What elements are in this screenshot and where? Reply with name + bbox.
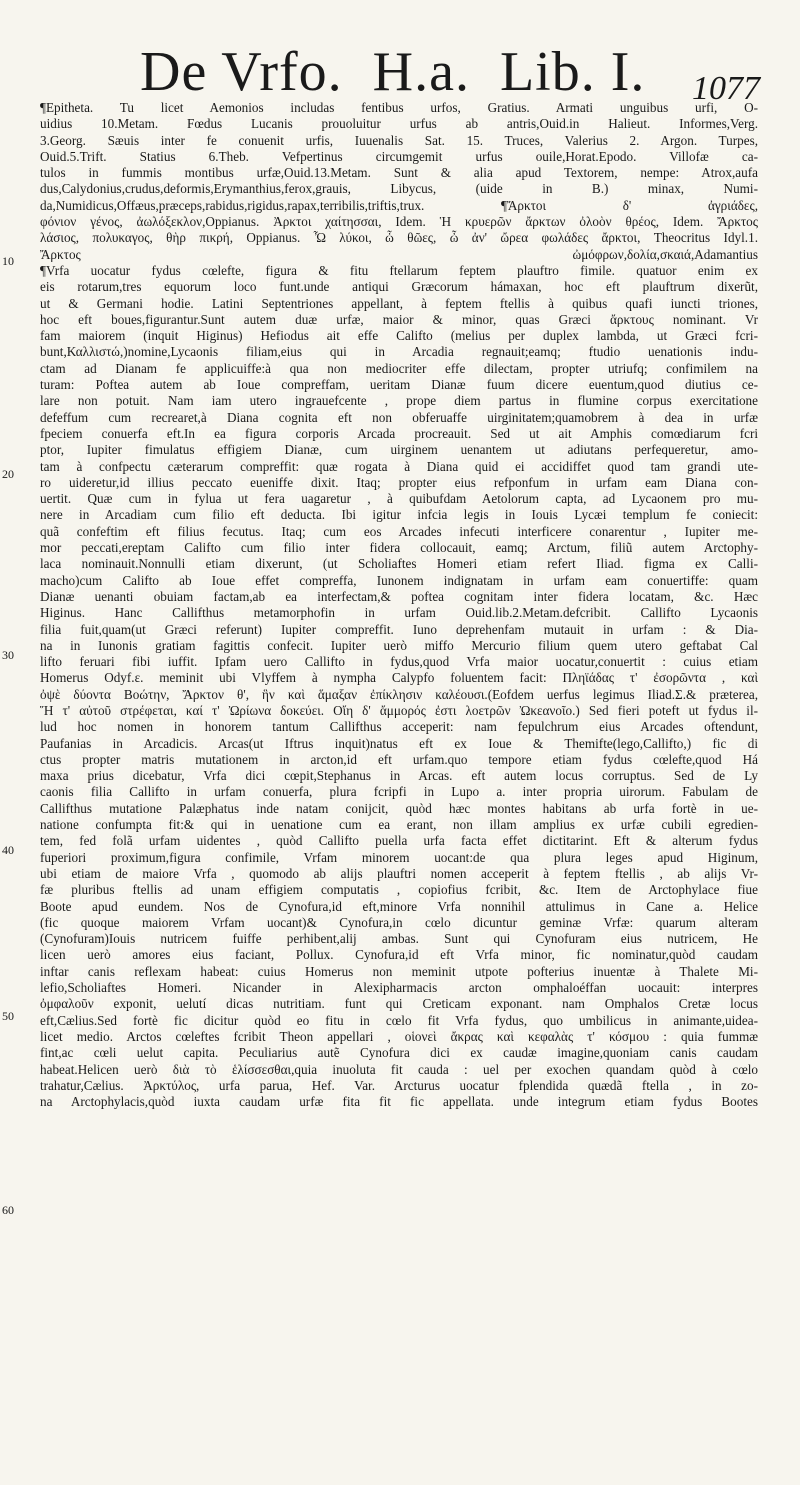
text-line: ctus propter matris mutationem in arcton,id eft urfam.quo tempore etiam fydus cœlefte,quod Há — [40, 751, 758, 767]
text-line: na Arctophylacis,quòd iuxta caudam urfæ fita fit fic appellata. unde integrum etiam fydus Bootes — [40, 1094, 758, 1110]
text-line: lifto feruari fibi iuffit. Ipfam uero Callifto in fydus,quod Vrfa maior uocatur,conuertit : cuius etiam — [40, 654, 758, 670]
running-head — [140, 40, 645, 104]
line-number: 40 — [2, 843, 14, 857]
text-line: (fic quoque maiorem Vrfam uocant)& Cynofura,in cœlo dicuntur geminæ Vrfæ: quarum alteram — [40, 914, 758, 930]
text-line: fæ pluribus ftellis ad unam effigiem computatis , copiofius fcribit, &c. Item de Arctophylace fiue — [40, 882, 758, 898]
body-text — [40, 100, 758, 1110]
text-line: ὀμφαλοῦν exponit, uelutí dicas nutritiam. funt qui Creticam exponant. nam Omphalos Cretæ locus — [40, 996, 758, 1012]
text-line: tem, fed folã urfam uidentes , quòd Callifto puella urfa facta effet dictitarint. Eft & alterum fydus — [40, 833, 758, 849]
text-line: caonis filia Callifto in urfam conuerfa, plura fcripfi in Lupo a. inter propria uirorum. Fabulam de — [40, 784, 758, 800]
text-line: nere in Arcadiam cum filio eft deducta. Ibi igitur infcia legis in Iouis Lycæi templum fe coniecit: — [40, 507, 758, 523]
text-line: natione confumpta fit:& qui in uenatione cum ea erant, non illam amplius ex urfæ cubili egredien- — [40, 817, 758, 833]
text-line: eft,Cælius.Sed fortè fic dicitur quòd eo fitu in cœlo fit Vrfa fydus, quo umbilicus in animante,uidea- — [40, 1012, 758, 1028]
text-line: bunt,Καλλιστώ,)nomine,Lycaonis filiam,eius qui in Arcadia regnauit;eamq; ftudio uenationis indu- — [40, 344, 758, 360]
text-line: habeat.Helicen uerò διὰ τὸ ἑλίσσεσθαι,quia inuoluta fit cauda : uel per exochen quandam quòd à cœlo — [40, 1061, 758, 1077]
text-line: Callifthus mutatione Palæphatus inde natam conijcit, quòd hæc montes habitans ab urfa fortè in ue- — [40, 800, 758, 816]
text-line: Dianæ uenanti obuiam factam,ab ea interfectam,& poftea cognitam inter fidera locatam, &c. Hæc — [40, 588, 758, 604]
text-line: λάσιος, πολυκαγος, θὴρ πικρή, Oppianus. Ὦ λύκοι, ὦ θῶες, ὦ ἀν' ὤρεα φωλάδες ἄρκτοι, Theocritus Idyl.1. — [40, 230, 758, 246]
text-line: ¶Vrfa uocatur fydus cœlefte, figura & fitu ftellarum feptem plauftro fimile. quatuor enim ex — [40, 262, 758, 278]
text-line: inftar canis reflexam habeat: cuius Homerus non meminit utpote pofterius inuentæ à Thalete Mi- — [40, 963, 758, 979]
text-line: tulos in fummis montibus urfæ,Ouid.13.Metam. Sunt & alia apud Textorem, nempe: Atrox,aufa — [40, 165, 758, 181]
text-line: da,Numidicus,Offæus,præceps,rabidus,rigidus,rapax,terribilis,triftis,trux. ¶Ἄρκτοι δ' ἀγριάδες, — [40, 197, 758, 213]
text-line: Homerus Odyf.ε. meminit ubi Vlyffem à nympha Calypfo foluentem facit: Πληϊάδας τ' ἐσορῶντα , καὶ — [40, 670, 758, 686]
text-line: lud hoc nomen in honorem tantum Callifthus acceperit: nam fepulchrum eius Arcades oftendunt, — [40, 719, 758, 735]
line-number: 50 — [2, 1009, 14, 1023]
text-line: laca nominauit.Nonnulli etiam dixerunt, (ut Scholiaftes Homeri etiam refert Iliad. figma ex Calli- — [40, 556, 758, 572]
text-line: eis rotarum,tres equorum loco funt.unde antiqui Græcorum hámaxan, hoc eft plauftrum dixerũt, — [40, 279, 758, 295]
text-line: Ἥ τ' αὐτοῦ στρέφεται, καί τ' Ὠρίωνα δοκεύει. Οἴη δ' ἄμμορός ἐστι λοετρῶν Ὠκεανοῖο.) Sed fieri poteft ut fydus il- — [40, 702, 758, 718]
text-line: ctam ad Dianam fe applicuiffe:à qua non mediocriter effe dilectam, propter utriufq; confimilem na — [40, 360, 758, 376]
text-line: lare non potuit. Nam iam utero ingrauefcente , prope diem partus in flumine corpus exercitatione — [40, 393, 758, 409]
text-line: fam maiorem (inquit Higinus) Hefiodus ait effe Califto (melius per duplex lambda, ut Græci fcri- — [40, 328, 758, 344]
text-line: mor peccati,ereptam Califto cum filio inter fidera collocauit, eamq; Arctum, filiũ autem Arctophy- — [40, 540, 758, 556]
text-line: Higinus. Hanc Callifthus metamorphofin in urfam Ouid.lib.2.Metam.defcribit. Callifto Lycaonis — [40, 605, 758, 621]
text-line: Boote apud eundem. Nos de Cynofura,id eft,minore Vrfa nonnihil attulimus in Cane a. Helice — [40, 898, 758, 914]
text-line: Ἄρκτος ὠμόφρων,δολία,σκαιά,Adamantius — [40, 246, 758, 262]
text-line: uertit. Quæ cum in fylua ut fera uagaretur , à quibufdam Aetolorum capta, ad Lycaonem pro mu- — [40, 491, 758, 507]
text-line: ptor, Iupiter fimulatus effigiem Dianæ, cum uirginem uenantem ut adiutans perfequeretur, amo- — [40, 442, 758, 458]
text-line: ut & Germani hodie. Latini Septentriones appellant, à feptem ftellis à quibus quafi iuncti triones, — [40, 295, 758, 311]
running-head-book: Lib. I. — [499, 41, 646, 103]
line-number: 60 — [2, 1203, 14, 1217]
text-line: ¶Epitheta. Tu licet Aemonios includas fentibus urfos, Gratius. Armati unguibus urfi, O- — [40, 100, 758, 115]
text-line: turam: Poftea autem ab Ioue compreffam, ueritam Dianæ fuum dicere euentum,quod diutius ce- — [40, 377, 758, 393]
text-line: macho)cum Califto ab Ioue effet compreffa, Iunonem indignatam in urfam eam conuertiffe: quam — [40, 572, 758, 588]
text-line: hoc eft boues,figurantur.Sunt autem duæ urfæ, maior & minor, quas Græci ἄρκτους nominant. Vr — [40, 311, 758, 327]
line-number: 10 — [2, 254, 14, 268]
text-line: fint,ac cœli uelut capita. Peculiarius autẽ Cynofura dici ex caudæ imagine,quoniam canis caudam — [40, 1045, 758, 1061]
text-line: ro uideretur,id illius peccato eueniffe dixit. Itaq; propter eius refponfum in urfam eam Diana con- — [40, 474, 758, 490]
text-line: ubi etiam de maiore Vrfa , quomodo ab alijs plauftri nomen acceperit à feptem ftellis , ab alijs Vr- — [40, 865, 758, 881]
text-line: φόνιον γένος, ἀωλόξεκλον,Oppianus. Ἀρκτοι χαίτησσαι, Idem. Ἡ κρυερῶν ἄρκτων ὀλοὸν θρέος, Idem. Ἄρκτος — [40, 214, 758, 230]
text-line: maxa prius dicebatur, Vrfa dici cœpit,Stephanus in Arcas. eft autem locus corruptus. Sed de Ly — [40, 768, 758, 784]
text-line: fpeciem conuerfa eft.In ea figura corporis Arcada procreauit. Sed ut ait Amphis comœdiarum fcri — [40, 425, 758, 441]
running-head-title: De Vrfo. — [140, 41, 343, 103]
text-line: licen uerò amores eius faciant, Pollux. Cynofura,id eft Vrfa minor, fic nominatur,quòd caudam — [40, 947, 758, 963]
text-line: licet medio. Arctos cœleftes fcribit Theon appellari , οἱονεὶ ἄκρας καὶ κεφαλὰς τ' κόσμου : quia fummæ — [40, 1028, 758, 1044]
text-line: defeffum cum recrearet,à Diana cognita eft non obferuaffe uirginitatem;quamobrem à dea in urfæ — [40, 409, 758, 425]
text-line: tam à confpectu cæterarum compreffit: quæ rogata à Diana quid ei accidiffet quod tam grandi ute- — [40, 458, 758, 474]
text-line: fuperiori proximum,figura confimile, Vrfam minorem uocant:de qua plura leges apud Higinum, — [40, 849, 758, 865]
line-number: 30 — [2, 648, 14, 662]
text-line: 3.Georg. Sæuis inter fe conuenit urfis, Iuuenalis Sat. 15. Truces, Valerius 2. Argon. Turpes, — [40, 132, 758, 148]
text-line: ὀψὲ δύοντα Βοώτην, Ἄρκτον θ', ἣν καὶ ἅμαξαν ἐπίκλησιν καλέουσι.(Eofdem uerfus legimus Iliad.Σ.& præterea, — [40, 686, 758, 702]
line-number: 20 — [2, 467, 14, 481]
text-line: trahatur,Cælius. Ἀρκτύλος, urfa parua, Hef. Var. Arcturus uocatur fplendida quædã ftella , in zo- — [40, 1077, 758, 1093]
text-line: Paufanias in Arcadicis. Arcas(ut Iftrus inquit)natus eft ex Ioue & Themifte(lego,Callifto,) fic di — [40, 735, 758, 751]
text-line: na in Iunonis gratiam fagittis confecit. Iupiter uerò miffo Mercurio filium quem utero geftabat Cal — [40, 637, 758, 653]
text-line: lefio,Scholiaftes Homeri. Nicander in Alexipharmacis arcton omphaloéffan uocauit: interpres — [40, 980, 758, 996]
text-line: (Cynofuram)Iouis nutricem fuiffe perhibent,alij ambas. Sunt qui Cynofuram eius nutricem, He — [40, 931, 758, 947]
page-number: 1077 — [692, 70, 760, 107]
text-line: filia fuit,quam(ut Græci referunt) Iupiter compreffit. Iuno deprehenfam mutauit in urfam : & Dia- — [40, 621, 758, 637]
text-line: dus,Calydonius,crudus,deformis,Erymanthius,ferox,grauis, Libycus, (uide in B.) minax, Numi- — [40, 181, 758, 197]
text-line: uidius 10.Metam. Fœdus Lucanis prouoluitur urfus ab antris,Ouid.in Halieut. Informes,Verg. — [40, 116, 758, 132]
running-head-section: H.a. — [372, 41, 470, 103]
text-line: quã confeftim eft filius fecutus. Itaq; cum eos Arcades infecuti interficere conarentur , Iupiter me- — [40, 523, 758, 539]
text-line: Ouid.5.Trift. Statius 6.Theb. Vefpertinus circumgemit urfus ouile,Horat.Epodo. Villofæ ca- — [40, 148, 758, 164]
